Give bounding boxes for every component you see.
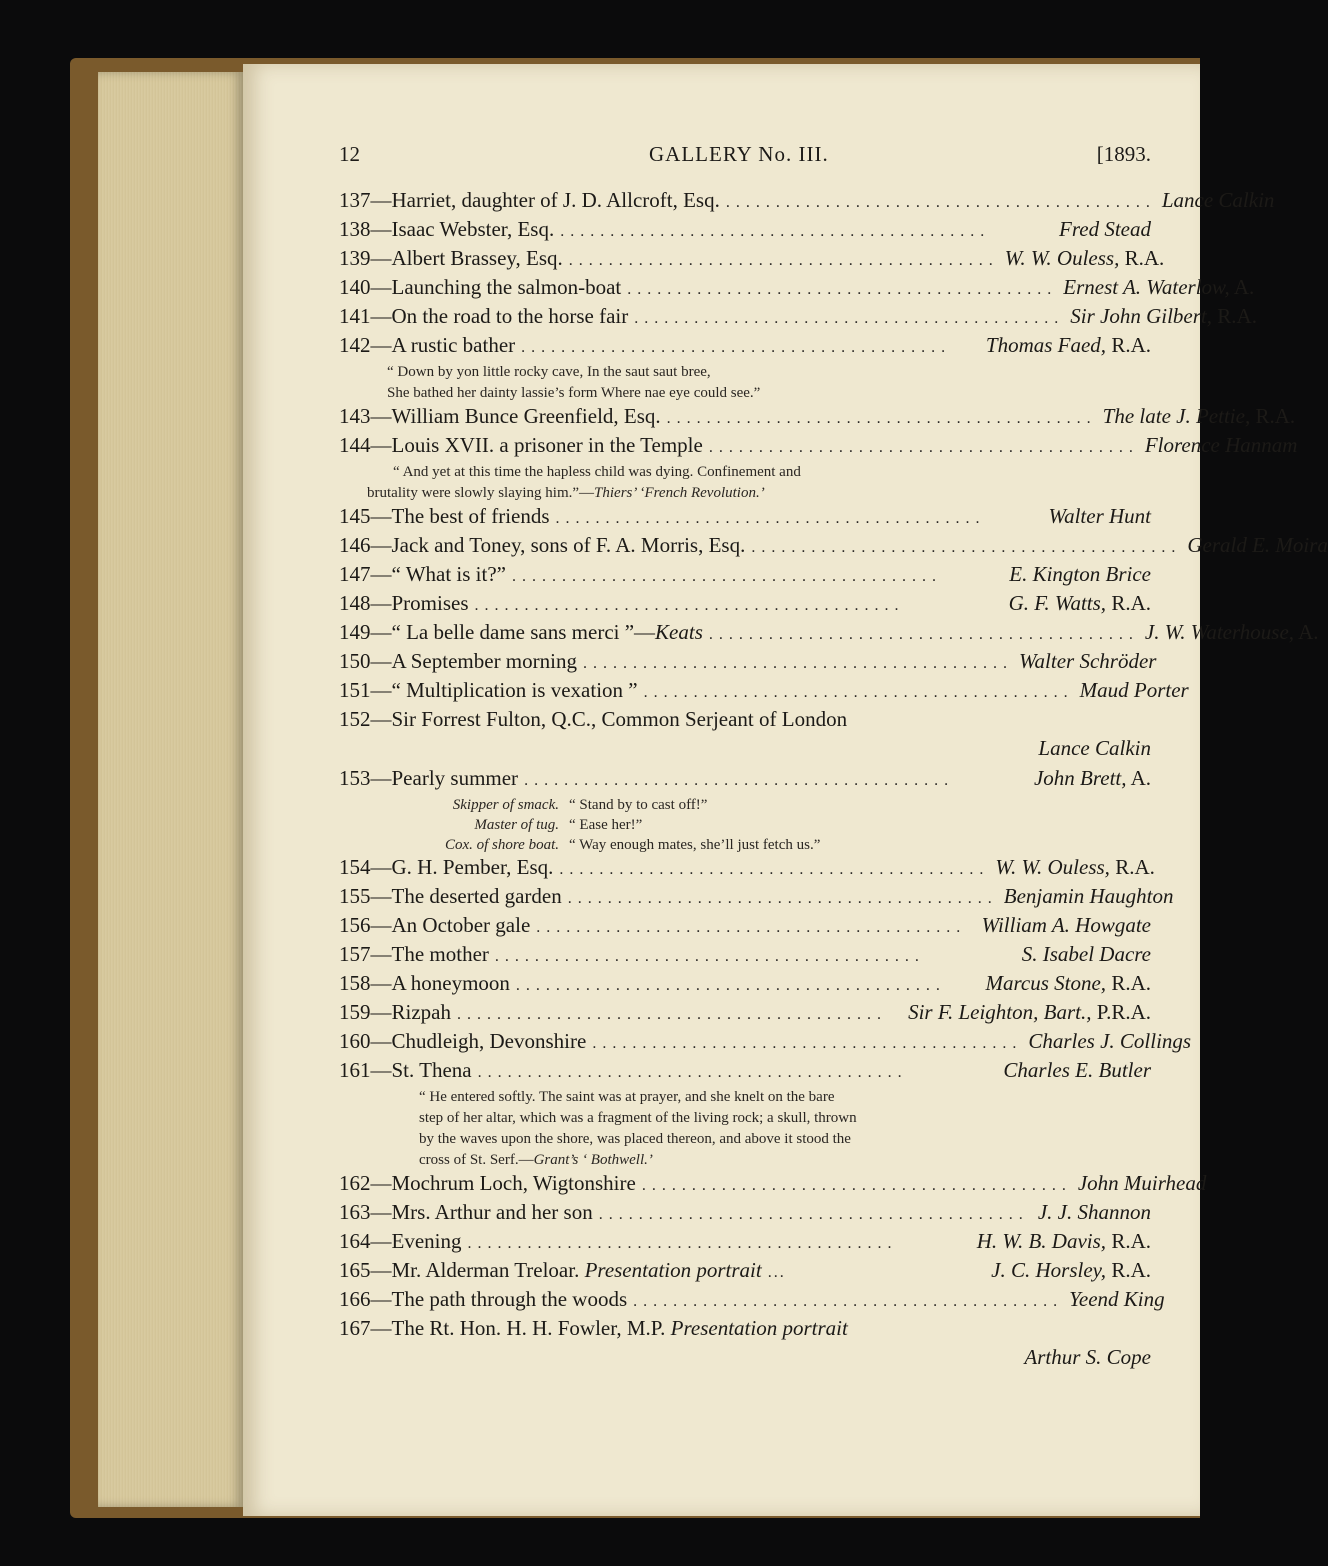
catalogue-entry: 162—Mochrum Loch, Wigtonshire ........................................... John Muirhead	[339, 1171, 1207, 1195]
catalogue-entry: 167—The Rt. Hon. H. H. Fowler, M.P. Presentation portrait	[339, 1316, 848, 1340]
catalogue-entry: 164—Evening ........................................... H. W. B. Davis, R.A.	[339, 1229, 1151, 1253]
catalogue-entry: 144—Louis XVII. a prisoner in the Temple ........................................... Florence Hannam	[339, 433, 1298, 457]
catalogue-entry: 154—G. H. Pember, Esq. ........................................... W. W. Ouless, R.A.	[339, 855, 1155, 879]
catalogue-entry: 137—Harriet, daughter of J. D. Allcroft, Esq. ........................................... Lance Calkin	[339, 188, 1275, 212]
dialogue-quote: Skipper of smack. “ Stand by to cast off!” Master of tug. “ Ease her!” Cox. of shore boat. “ Way enough mates, she’ll just fetch us.”	[444, 797, 821, 853]
catalogue-entry: 155—The deserted garden ........................................... Benjamin Haughton	[339, 884, 1174, 908]
catalogue-entry: 158—A honeymoon ........................................... Marcus Stone, R.A.	[339, 971, 1151, 995]
catalogue-entry: 161—St. Thena ........................................... Charles E. Butler	[339, 1058, 1151, 1082]
catalogue-entry: 159—Rizpah ........................................... Sir F. Leighton, Bart., P.R.A.	[339, 1000, 1151, 1024]
catalogue-entry: 148—Promises ........................................... G. F. Watts, R.A.	[339, 591, 1151, 615]
page-header	[339, 142, 1151, 172]
year: [1893.	[1096, 142, 1151, 166]
gallery-title: GALLERY No. III.	[649, 142, 829, 166]
catalogue-entry: 163—Mrs. Arthur and her son ........................................... J. J. Shannon	[339, 1200, 1151, 1224]
catalogue-entry: 139—Albert Brassey, Esq. ........................................... W. W. Ouless, R.A.	[339, 246, 1165, 270]
catalogue-entry: 145—The best of friends ........................................... Walter Hunt	[339, 504, 1151, 528]
catalogue-entry: 157—The mother ........................................... S. Isabel Dacre	[339, 942, 1151, 966]
catalogue-artist: Lance Calkin	[1038, 736, 1151, 760]
catalogue-entry: 146—Jack and Toney, sons of F. A. Morris, Esq. ........................................... Gerald E. Moira	[339, 533, 1328, 557]
catalogue-entry: 141—On the road to the horse fair ........................................... Sir John Gilbert, R.A.	[339, 304, 1257, 328]
catalogue-entry: 147—“ What is it?” ........................................... E. Kington Brice	[339, 562, 1151, 586]
catalogue-entry: 138—Isaac Webster, Esq. ........................................... Fred Stead	[339, 217, 1151, 241]
catalogue-entry: 140—Launching the salmon-boat ........................................... Ernest A. Waterlow, A.	[339, 275, 1255, 299]
catalogue-entry: 156—An October gale ........................................... William A. Howgate	[339, 913, 1151, 937]
catalogue-list	[339, 188, 1328, 1375]
page-edges	[98, 72, 243, 1507]
catalogue-entry: 165—Mr. Alderman Treloar. Presentation portrait ... J. C. Horsley, R.A.	[339, 1258, 1151, 1282]
page-number: 12	[339, 142, 360, 166]
catalogue-artist: Arthur S. Cope	[1024, 1345, 1151, 1369]
quotation: “ Down by yon little rocky cave, In the saut saut bree, She bathed her dainty lassie’s form Where nae eye could see.”	[387, 364, 761, 401]
catalogue-entry: 153—Pearly summer ........................................... John Brett, A.	[339, 766, 1151, 790]
catalogue-entry: 143—William Bunce Greenfield, Esq. ........................................... The late J. Pettie, R.A.	[339, 404, 1296, 428]
catalogue-entry: 160—Chudleigh, Devonshire ........................................... Charles J. Collings	[339, 1029, 1192, 1053]
catalogue-entry: 152—Sir Forrest Fulton, Q.C., Common Serjeant of London	[339, 707, 848, 731]
quotation: “ And yet at this time the hapless child was dying. Confinement and brutality were slowly slaying him.”—Thiers’ ‘French Revolution.’	[367, 464, 801, 501]
catalogue-entry: 149—“ La belle dame sans merci ”—Keats ........................................... J. W. Waterhouse, A.	[339, 620, 1319, 644]
catalogue-entry: 166—The path through the woods ........................................... Yeend King	[339, 1287, 1165, 1311]
catalogue-entry: 151—“ Multiplication is vexation ” ........................................... Maud Porter	[339, 678, 1189, 702]
catalogue-entry: 150—A September morning ........................................... Walter Schröder	[339, 649, 1157, 673]
quotation: “ He entered softly. The saint was at prayer, and she knelt on the bare step of her altar, which was a fragment of the living rock; a skull, thrown by the waves upon the shore, was placed thereon, and above it stood the cross of St. Serf.—Grant’s ‘ Bothwell.’	[419, 1089, 857, 1168]
book-page	[243, 64, 1328, 1516]
catalogue-entry: 142—A rustic bather ........................................... Thomas Faed, R.A.	[339, 333, 1151, 357]
